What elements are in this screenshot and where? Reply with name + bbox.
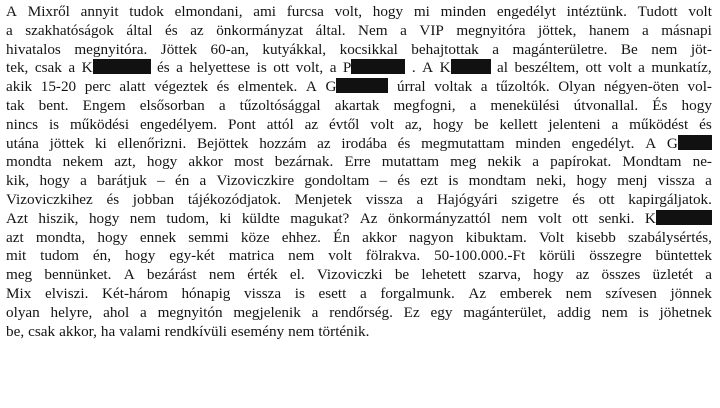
word: A <box>422 59 434 77</box>
word: működést <box>629 115 689 133</box>
word: a <box>492 40 500 58</box>
word: semmi <box>188 228 229 246</box>
word: köze <box>240 228 270 246</box>
word: útvonallal. <box>573 96 639 114</box>
word: behajtottak <box>411 40 479 58</box>
word: minden <box>440 3 487 20</box>
word: hogy <box>146 153 178 171</box>
text-line <box>6 285 712 304</box>
word: az, <box>404 115 423 133</box>
word: akkor <box>362 228 397 246</box>
text-line <box>6 3 712 22</box>
word: Nem <box>358 21 388 39</box>
word: elviszi. <box>44 284 89 302</box>
word: minden <box>515 134 561 152</box>
word: fölrakva. <box>365 247 421 265</box>
word: és <box>699 115 712 133</box>
word: Menjetek <box>294 190 353 208</box>
word: Tudott <box>637 3 678 20</box>
word: és <box>397 134 411 152</box>
word: Be <box>620 40 638 58</box>
text-line <box>6 116 712 135</box>
word: volt <box>328 247 352 265</box>
word: összegre <box>589 247 642 265</box>
word: 50-100.000.-Ft <box>434 247 526 265</box>
word: a <box>329 59 337 77</box>
word: a <box>705 172 712 190</box>
word: kocsikkal <box>339 40 398 58</box>
word: 60-an, <box>210 40 249 58</box>
word: a <box>641 21 649 39</box>
word: ott <box>585 59 602 77</box>
word: nincs <box>6 115 39 133</box>
word: attól <box>266 115 294 133</box>
word: nem <box>129 209 156 227</box>
word: tűzoltósággal <box>239 96 321 114</box>
word: Bejöttek <box>197 134 249 152</box>
word: akkor <box>188 153 223 171</box>
word: a <box>311 303 319 321</box>
name-initial: K <box>81 59 93 77</box>
word: vissza <box>365 190 403 208</box>
word: végeztek <box>154 78 209 96</box>
word: is <box>448 172 459 190</box>
word: Hajógyári <box>436 190 498 208</box>
redaction-bar <box>93 59 151 74</box>
word: a <box>480 78 488 96</box>
word: hogy <box>124 247 156 265</box>
word: forgalmunk. <box>380 284 455 302</box>
word: másnapi <box>661 21 712 39</box>
word: hiszik, <box>38 209 79 227</box>
word: szívesen <box>605 284 657 302</box>
word: összes <box>601 266 641 284</box>
word: szigetre <box>511 190 559 208</box>
redaction-bar <box>451 59 491 74</box>
word: a <box>80 172 87 190</box>
word: intéztünk. <box>566 3 627 20</box>
word: bent. <box>38 96 69 114</box>
word: üzletét <box>652 266 694 284</box>
word: megnyitóra <box>456 21 526 39</box>
word: által <box>126 21 153 39</box>
word: olyan <box>6 303 40 321</box>
word: is <box>48 115 60 133</box>
word: furcsa <box>286 3 324 20</box>
word: menj <box>617 172 648 190</box>
word: elsősorban <box>139 96 205 114</box>
word: Jöttek <box>160 40 198 58</box>
word: tak <box>6 96 25 114</box>
word: vissza <box>244 284 282 302</box>
word: És <box>652 96 668 114</box>
word: menekülési <box>490 96 560 114</box>
word: gondoltam <box>304 172 370 190</box>
word: a <box>400 21 407 39</box>
word: addig <box>557 303 591 321</box>
word: neki, <box>536 172 567 190</box>
text-line <box>6 172 712 191</box>
word: hivatalos <box>6 40 61 58</box>
redacted-name <box>645 210 712 229</box>
word: elmentek. <box>237 78 298 96</box>
text-line <box>6 210 712 229</box>
word: engedélyt <box>496 3 556 20</box>
word: alatt <box>119 78 146 96</box>
word: Volt <box>539 228 565 246</box>
word: ha <box>100 322 116 340</box>
word: Az <box>359 209 378 227</box>
word: egy <box>430 303 453 321</box>
word: akkor, <box>59 322 97 340</box>
word: jöt- <box>690 40 712 58</box>
word: perc <box>84 78 111 96</box>
word: beszéltem, <box>514 59 580 77</box>
word: ott <box>273 59 290 77</box>
word: az <box>575 266 590 284</box>
text-line <box>6 323 712 342</box>
word: al <box>497 59 509 77</box>
word: meg <box>6 266 33 284</box>
word: mit <box>6 247 27 265</box>
word: kik, <box>6 172 30 190</box>
text-line <box>6 22 712 41</box>
word: tájékozódjatok. <box>187 190 282 208</box>
word: Olyan <box>558 78 596 96</box>
word: kibuktam. <box>465 228 527 246</box>
word: helyre, <box>50 303 93 321</box>
word: kellett <box>499 115 538 133</box>
word: is <box>256 59 267 77</box>
redaction-bar <box>656 210 712 225</box>
word: hogy <box>88 209 120 227</box>
word: és <box>157 59 170 77</box>
word: érték <box>247 266 278 284</box>
word: . <box>411 59 416 77</box>
word: is <box>638 303 649 321</box>
word: csak <box>28 322 56 340</box>
word: azt <box>6 228 24 246</box>
text-line <box>6 97 712 116</box>
word: A <box>123 266 135 284</box>
word: – <box>379 172 388 190</box>
redacted-name <box>343 59 405 78</box>
word: és <box>106 190 120 208</box>
word: vol- <box>687 78 712 96</box>
word: rendőrség. <box>329 303 393 321</box>
word: működési <box>69 115 130 133</box>
word: nem <box>565 284 592 302</box>
word: jelenteni <box>548 115 601 133</box>
name-initial: P <box>342 59 352 77</box>
word: voltak <box>434 78 473 96</box>
word: négyen-öten <box>603 78 679 96</box>
word: mondtam <box>468 172 527 190</box>
word: hanem <box>588 21 630 39</box>
word: elmondani, <box>174 3 243 20</box>
word: ehhez. <box>281 228 321 246</box>
text-line <box>6 153 712 172</box>
redaction-bar <box>336 78 388 93</box>
word: akik <box>6 78 33 96</box>
word: szakhatóságok <box>25 21 114 39</box>
word: esett <box>318 284 347 302</box>
word: barátjuk <box>97 172 147 190</box>
name-initial: G <box>325 78 337 96</box>
word: csak <box>34 59 62 77</box>
redaction-bar <box>351 59 405 74</box>
name-initial: K <box>644 209 656 227</box>
word: a <box>705 266 712 284</box>
word: mondta <box>6 153 52 171</box>
redacted-name <box>667 135 712 154</box>
redacted-name <box>440 59 491 78</box>
word: nem <box>651 40 678 58</box>
text-line <box>6 266 712 285</box>
word: megfogni, <box>393 96 456 114</box>
word: papírokat. <box>550 153 612 171</box>
word: és <box>216 78 230 96</box>
word: Vizoviczkihez <box>6 190 93 208</box>
word: a <box>68 59 76 77</box>
word: a <box>469 96 477 114</box>
word: magukat? <box>290 209 350 227</box>
word: a <box>176 59 183 77</box>
word: A <box>6 3 17 20</box>
word: a <box>218 96 226 114</box>
word: bennünket. <box>44 266 112 284</box>
word: A <box>305 78 317 96</box>
word: Mondtam <box>622 153 682 171</box>
word: volt, <box>295 59 324 77</box>
word: évtől <box>329 115 360 133</box>
word: szabálysértés, <box>627 228 712 246</box>
word: megjelenik <box>233 303 301 321</box>
word: és <box>572 190 585 208</box>
word: be, <box>6 322 25 340</box>
word: nem <box>601 303 628 321</box>
word: annyit <box>80 3 119 20</box>
word: hogy <box>681 96 712 114</box>
word: nagyon <box>408 228 454 246</box>
word: a <box>199 172 207 190</box>
word: tudom, <box>166 209 210 227</box>
word: a <box>360 284 367 302</box>
word: lehetett <box>421 266 467 284</box>
text-line <box>6 135 712 154</box>
word: A <box>645 134 657 152</box>
word: – <box>157 172 165 190</box>
word: ott <box>572 209 589 227</box>
redacted-name <box>325 78 388 97</box>
text-line <box>6 304 712 323</box>
word: Vizoviczki <box>316 266 383 284</box>
word: nem <box>288 322 315 340</box>
word: Ez <box>403 303 420 321</box>
word: matrica <box>228 247 275 265</box>
word: körüli <box>539 247 576 265</box>
word: kutyákkal, <box>262 40 327 58</box>
word: munkatíz, <box>651 59 712 77</box>
name-initial: K <box>439 59 451 77</box>
word: szarva, <box>478 266 521 284</box>
word: Vizoviczkire <box>216 172 295 190</box>
text-line <box>6 78 712 97</box>
word: megnyitón <box>157 303 223 321</box>
word: el. <box>289 266 305 284</box>
word: hogy <box>432 115 464 133</box>
word: tudok <box>129 3 164 20</box>
word: emberek <box>499 284 553 302</box>
word: mi <box>413 3 430 20</box>
text-line <box>6 59 712 78</box>
word: utána <box>6 134 39 152</box>
word: tek, <box>6 59 29 77</box>
word: megmutattam <box>421 134 505 152</box>
word: volt <box>537 209 562 227</box>
word: az <box>317 134 331 152</box>
word: volt <box>370 115 394 133</box>
word: mondta, <box>35 228 86 246</box>
word: történik. <box>318 322 370 340</box>
word: Azt <box>6 209 28 227</box>
word: ezt <box>420 172 438 190</box>
word: Mix <box>6 284 32 302</box>
text-line <box>6 247 712 266</box>
word: úrral <box>396 78 426 96</box>
word: ahol <box>103 303 130 321</box>
word: Erre <box>344 153 371 171</box>
word: helyettese <box>189 59 251 77</box>
word: jönnek <box>670 284 712 302</box>
word: egy-két <box>169 247 215 265</box>
word: irodába <box>341 134 387 152</box>
word: által. <box>315 21 346 39</box>
word: be <box>394 266 410 284</box>
word: senki. <box>598 209 635 227</box>
text-line <box>6 41 712 60</box>
word: magánterületre. <box>512 40 608 58</box>
word: hogy <box>97 228 128 246</box>
word: ennek <box>139 228 177 246</box>
word: vissza <box>657 172 695 190</box>
word: ne- <box>692 153 712 171</box>
word: nekem <box>62 153 104 171</box>
word: akartak <box>334 96 380 114</box>
word: és <box>165 21 178 39</box>
word: bezárnak. <box>274 153 334 171</box>
word: volt <box>688 3 712 20</box>
word: kapirgáljatok. <box>628 190 712 208</box>
word: engedélyem. <box>139 115 218 133</box>
word: én, <box>92 247 112 265</box>
document-body <box>6 3 712 341</box>
word: hónapig <box>181 284 231 302</box>
word: ki <box>94 134 107 152</box>
word: hozzám <box>259 134 307 152</box>
word: önkormányzattól <box>387 209 491 227</box>
redaction-bar <box>678 135 712 150</box>
word: a <box>611 115 619 133</box>
word: hogy <box>576 172 607 190</box>
word: megnyitóra. <box>74 40 148 58</box>
text-line <box>6 229 712 248</box>
word: bezárást <box>146 266 197 284</box>
word: én <box>174 172 190 190</box>
word: Két-három <box>102 284 168 302</box>
word: nem <box>288 247 315 265</box>
word: mutattam <box>381 153 440 171</box>
word: 15-20 <box>40 78 77 96</box>
word: meg <box>450 153 477 171</box>
word: a <box>140 303 147 321</box>
word: a <box>416 190 424 208</box>
word: rendkívüli <box>164 322 228 340</box>
word: volt <box>608 59 632 77</box>
word: is <box>294 284 305 302</box>
word: a <box>638 59 645 77</box>
word: nekik <box>487 153 522 171</box>
word: a <box>532 153 540 171</box>
word: VIP <box>419 21 444 39</box>
word: jöttek <box>49 134 85 152</box>
word: önkormányzat <box>216 21 304 39</box>
word: ami <box>253 3 277 20</box>
word: az <box>304 115 319 133</box>
word: tudom <box>40 247 79 265</box>
redacted-name <box>82 59 151 78</box>
word: engedélyt. <box>571 134 635 152</box>
word: Én <box>333 228 350 246</box>
word: küldte <box>241 209 280 227</box>
word: és <box>397 172 411 190</box>
word: volt, <box>334 3 363 20</box>
word: ki <box>219 209 232 227</box>
word: hogy <box>372 3 404 20</box>
word: kisebb <box>576 228 616 246</box>
word: az <box>190 21 204 39</box>
name-initial: G <box>666 134 678 152</box>
word: ott <box>598 190 615 208</box>
word: Mixről <box>27 3 70 20</box>
word: nem <box>501 209 528 227</box>
word: magánterület, <box>463 303 547 321</box>
word: azt, <box>114 153 136 171</box>
word: a <box>6 21 13 39</box>
word: jöhetnek <box>659 303 712 321</box>
word: valami <box>119 322 161 340</box>
word: esemény <box>231 322 285 340</box>
word: hogy <box>39 172 70 190</box>
word: Engem <box>82 96 126 114</box>
word: nem <box>208 266 236 284</box>
word: jobban <box>132 190 175 208</box>
word: hogy <box>533 266 564 284</box>
word: büntettek <box>655 247 712 265</box>
word: jöttek, <box>538 21 577 39</box>
text-line <box>6 191 712 210</box>
word: ellenőrizni. <box>117 134 187 152</box>
word: Pont <box>228 115 256 133</box>
word: tűzoltók. <box>496 78 550 96</box>
word: Az <box>468 284 487 302</box>
word: most <box>234 153 264 171</box>
word: be <box>474 115 489 133</box>
